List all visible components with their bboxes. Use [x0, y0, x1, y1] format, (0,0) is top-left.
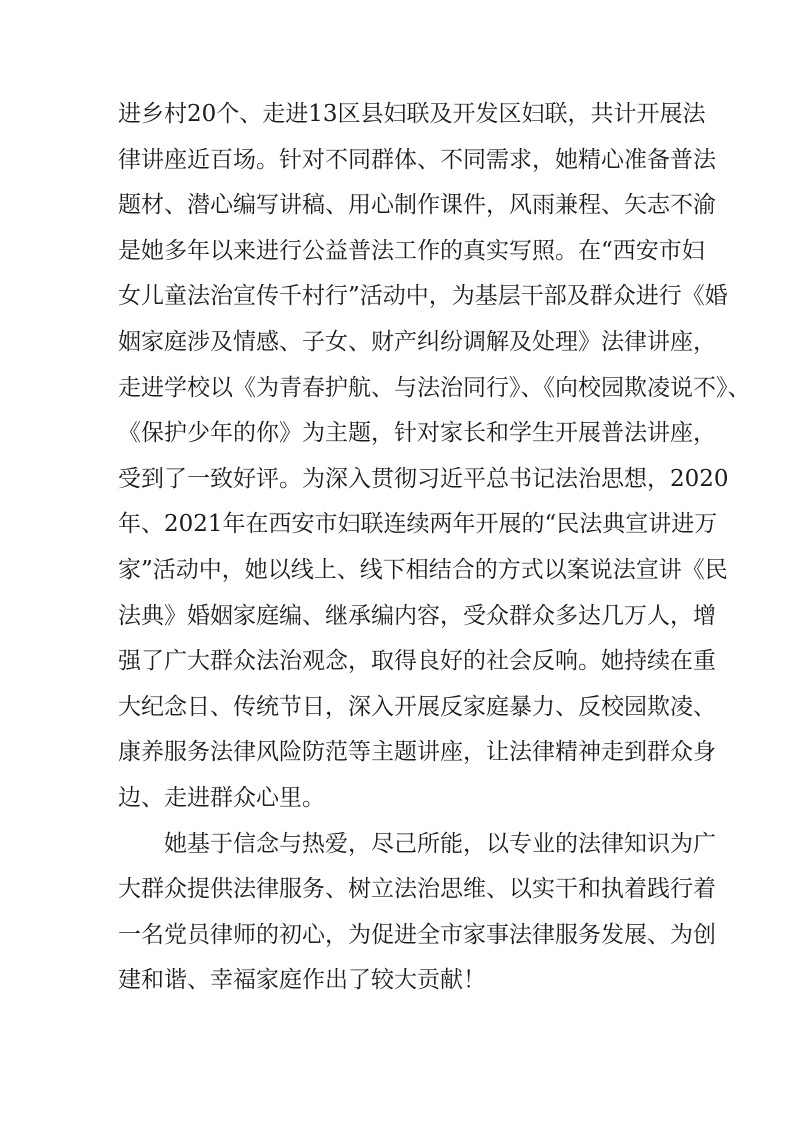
paragraph-1: [118, 92, 751, 822]
body-text: [118, 92, 751, 1004]
text-line: 大群众提供法律服务、树立法治思维、以实干和执着践行着: [118, 876, 716, 903]
text-line: 律讲座近百场。针对不同群体、不同需求，她精心准备普法: [118, 146, 716, 173]
text-line: 法典》婚姻家庭编、继承编内容，受众群众多达几万人，增: [118, 602, 716, 629]
text-line: 走进学校以《为青春护航、与法治同行》、《向校园欺凌说不》、: [118, 374, 751, 401]
text-line: 是她多年以来进行公益普法工作的真实写照。在“西安市妇: [118, 237, 705, 264]
text-line: 姻家庭涉及情感、子女、财产纠纷调解及处理》法律讲座，: [118, 328, 716, 355]
text-line: 受到了一致好评。为深入贯彻习近平总书记法治思想，2020: [118, 465, 729, 492]
text-line: 边、走进群众心里。: [118, 784, 325, 811]
paragraph-2: [118, 822, 716, 1004]
text-line: 大纪念日、传统节日，深入开展反家庭暴力、反校园欺凌、: [118, 693, 716, 720]
text-line: 女儿童法治宣传千村行”活动中，为基层干部及群众进行《婚: [118, 283, 728, 310]
text-line: 她基于信念与热爱，尽己所能，以专业的法律知识为广: [164, 830, 716, 857]
text-line: 康养服务法律风险防范等主题讲座，让法律精神走到群众身: [118, 739, 716, 766]
text-line: 家”活动中，她以线上、线下相结合的方式以案说法宣讲《民: [118, 556, 728, 583]
text-line: 建和谐、幸福家庭作出了较大贡献！: [118, 967, 486, 994]
text-line: 进乡村20个、走进13区县妇联及开发区妇联，共计开展法: [118, 101, 706, 127]
text-line: 强了广大群众法治观念，取得良好的社会反响。她持续在重: [118, 648, 716, 675]
text-line: 年、2021年在西安市妇联连续两年开展的“民法典宣讲进万: [118, 511, 718, 538]
text-line: 题材、潜心编写讲稿、用心制作课件，风雨兼程、矢志不渝: [118, 192, 716, 219]
text-line: 一名党员律师的初心，为促进全市家事法律服务发展、为创: [118, 921, 716, 948]
text-line: 《保护少年的你》为主题，针对家长和学生开展普法讲座，: [118, 420, 716, 447]
